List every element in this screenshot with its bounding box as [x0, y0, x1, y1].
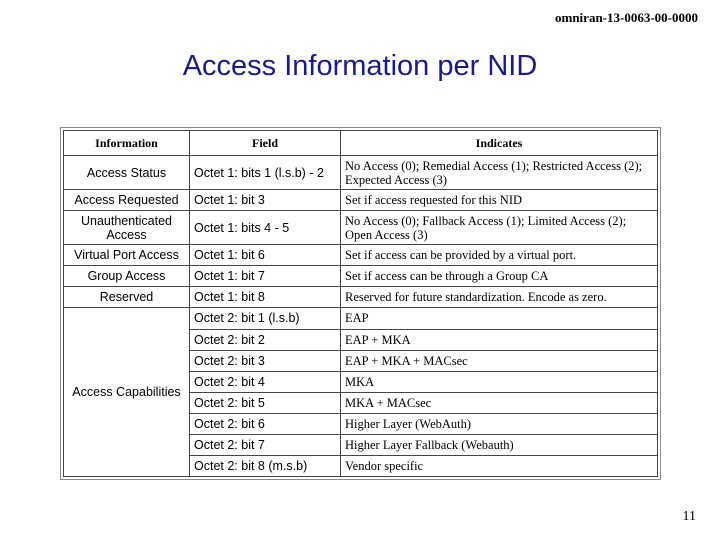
- indicates-cell: Reserved for future standardization. Encode as zero.: [341, 287, 658, 308]
- field-cell: Octet 2: bit 6: [190, 413, 341, 434]
- field-cell: Octet 2: bit 5: [190, 392, 341, 413]
- indicates-cell: EAP + MKA + MACsec: [341, 350, 658, 371]
- table-row: [64, 190, 658, 211]
- header-field: Field: [190, 131, 341, 156]
- field-cell: Octet 2: bit 1 (l.s.b): [190, 308, 341, 329]
- indicates-cell: Set if access requested for this NID: [341, 190, 658, 211]
- header-indicates: Indicates: [341, 131, 658, 156]
- field-cell: Octet 2: bit 3: [190, 350, 341, 371]
- info-cell: Access Requested: [64, 190, 190, 211]
- indicates-cell: MKA + MACsec: [341, 392, 658, 413]
- info-cell: Unauthenticated Access: [64, 211, 190, 245]
- field-cell: Octet 2: bit 2: [190, 329, 341, 350]
- header-information: Information: [64, 131, 190, 156]
- field-cell: Octet 2: bit 4: [190, 371, 341, 392]
- indicates-cell: No Access (0); Remedial Access (1); Restricted Access (2); Expected Access (3): [341, 156, 658, 190]
- field-cell: Octet 1: bit 8: [190, 287, 341, 308]
- info-cell: Group Access: [64, 266, 190, 287]
- indicates-cell: EAP: [341, 308, 658, 329]
- info-cell: Reserved: [64, 287, 190, 308]
- indicates-cell: No Access (0); Fallback Access (1); Limited Access (2); Open Access (3): [341, 211, 658, 245]
- table-frame: [60, 127, 661, 480]
- indicates-cell: EAP + MKA: [341, 329, 658, 350]
- access-capabilities-cell: Access Capabilities: [64, 308, 190, 477]
- field-cell: Octet 2: bit 7: [190, 434, 341, 455]
- field-cell: Octet 2: bit 8 (m.s.b): [190, 455, 341, 476]
- indicates-cell: Set if access can be provided by a virtual port.: [341, 245, 658, 266]
- field-cell: Octet 1: bit 3: [190, 190, 341, 211]
- info-cell: Access Status: [64, 156, 190, 190]
- table-row: [64, 308, 658, 329]
- field-cell: Octet 1: bit 6: [190, 245, 341, 266]
- info-cell: Virtual Port Access: [64, 245, 190, 266]
- indicates-cell: Set if access can be through a Group CA: [341, 266, 658, 287]
- indicates-cell: MKA: [341, 371, 658, 392]
- table-row: [64, 245, 658, 266]
- table-row: [64, 266, 658, 287]
- access-info-table: [63, 130, 658, 477]
- indicates-cell: Higher Layer Fallback (Webauth): [341, 434, 658, 455]
- table-header-row: [64, 131, 658, 156]
- field-cell: Octet 1: bit 7: [190, 266, 341, 287]
- document-id: omniran-13-0063-00-0000: [555, 10, 698, 25]
- table-row: [64, 211, 658, 245]
- indicates-cell: Higher Layer (WebAuth): [341, 413, 658, 434]
- field-cell: Octet 1: bits 1 (l.s.b) - 2: [190, 156, 341, 190]
- indicates-cell: Vendor specific: [341, 455, 658, 476]
- table-row: [64, 156, 658, 190]
- field-cell: Octet 1: bits 4 - 5: [190, 211, 341, 245]
- table-row: [64, 287, 658, 308]
- page-number: 11: [682, 509, 696, 524]
- page-title: Access Information per NID: [182, 50, 538, 82]
